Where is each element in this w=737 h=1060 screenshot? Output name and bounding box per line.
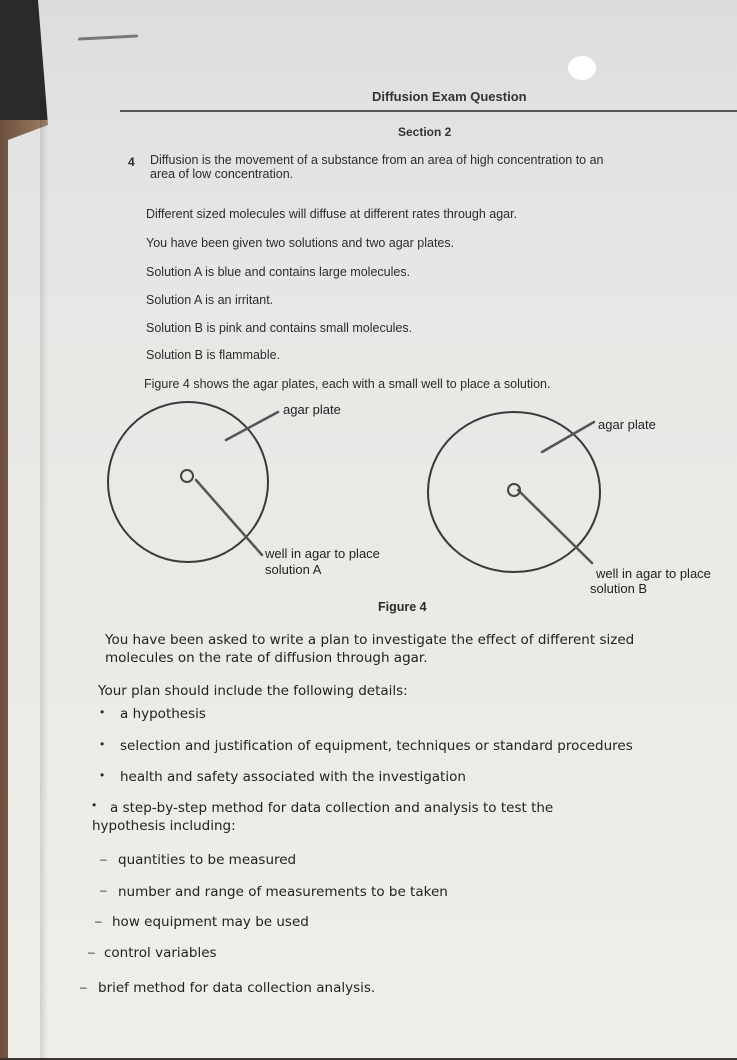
left-well-label-line2: solution A [265,562,322,577]
bullet-item: a hypothesis [120,706,206,722]
bullet-marker: • [100,768,105,782]
right-well-label-line2: solution B [590,581,648,596]
section-heading: Section 2 [398,125,452,139]
dash-marker: – [88,945,95,959]
intro-line-2: area of low concentration. [150,167,294,181]
bullet-marker: • [100,737,105,751]
paragraph-4: Solution A is an irritant. [146,293,274,307]
paragraph-1: Different sized molecules will diffuse at different rates through agar. [146,207,518,221]
bullet-marker: • [92,798,97,812]
dash-marker: – [95,914,102,928]
left-plate-label: agar plate [283,402,341,417]
paragraph-2: You have been given two solutions and two agar plates. [146,236,455,250]
sub-item: how equipment may be used [112,914,309,930]
question-number: 4 [128,155,135,169]
right-agar-plate [428,412,600,572]
task-line-2: molecules on the rate of diffusion through agar. [105,650,428,666]
task-include-line: Your plan should include the following details: [98,683,408,699]
document-title: Diffusion Exam Question [372,89,527,104]
dash-marker: – [100,852,107,866]
left-well [181,470,193,482]
paragraph-6: Solution B is flammable. [146,348,281,362]
paragraph-3: Solution A is blue and contains large molecules. [146,265,411,279]
paragraph-5: Solution B is pink and contains small molecules. [146,321,413,335]
left-well-label-line1: well in agar to place [265,546,380,561]
bullet-item: a step-by-step method for data collection and analysis to test the [110,800,554,816]
dash-marker: – [100,883,107,897]
intro-line-1: Diffusion is the movement of a substance from an area of high concentration to an [150,153,604,167]
dash-marker: – [80,980,87,994]
task-line-1: You have been asked to write a plan to investigate the effect of different sized [105,632,635,648]
right-plate-label: agar plate [598,417,656,432]
bullet-item: health and safety associated with the investigation [120,769,466,785]
right-well-pointer [518,490,592,563]
sub-item: brief method for data collection analysis. [98,980,376,996]
left-well-pointer [196,480,262,555]
sub-item: number and range of measurements to be taken [118,884,448,900]
right-well-label-line1: well in agar to place [596,566,711,581]
bullet-item: selection and justification of equipment, techniques or standard procedures [120,738,633,754]
figure-caption: Figure 4 [378,600,427,614]
bullet-item-continued: hypothesis including: [92,818,236,834]
paragraph-7: Figure 4 shows the agar plates, each with a small well to place a solution. [144,377,551,391]
bullet-marker: • [100,705,105,719]
sub-item: control variables [104,945,217,961]
sub-item: quantities to be measured [118,852,297,868]
